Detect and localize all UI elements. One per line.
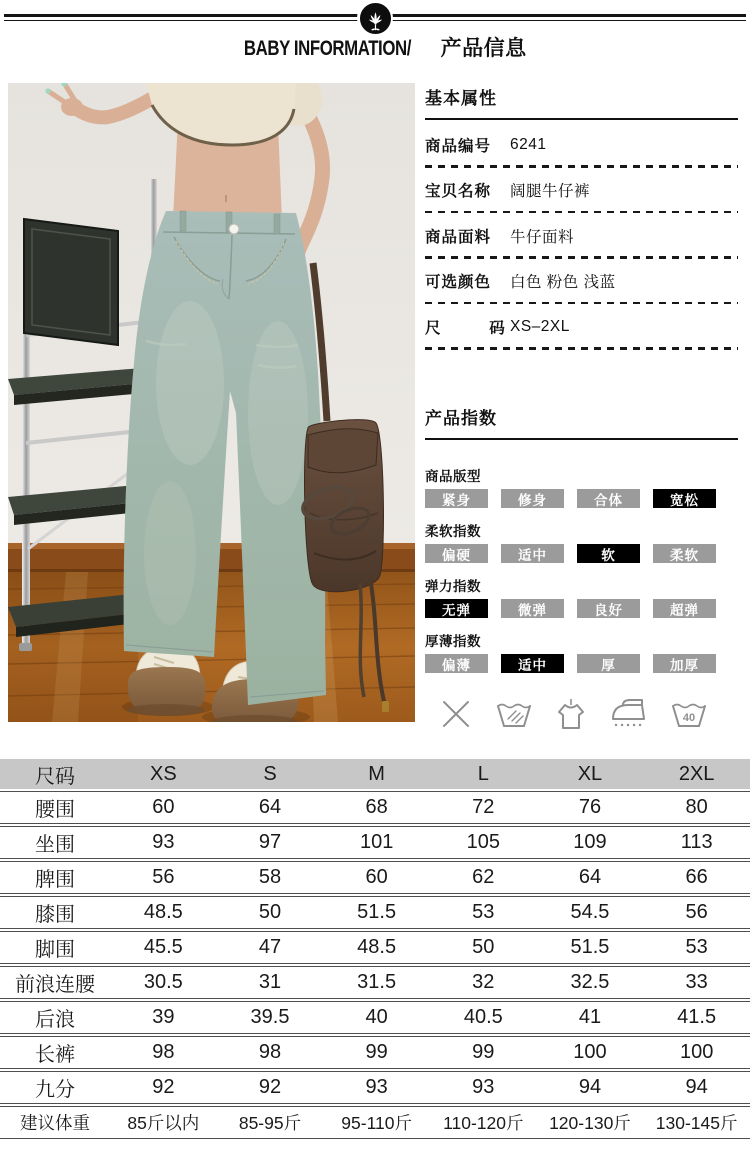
size-row-label: 九分 bbox=[0, 1071, 110, 1104]
size-cell: 94 bbox=[537, 1071, 644, 1104]
size-cell: 92 bbox=[110, 1071, 217, 1104]
wash-temp-label: 40 bbox=[682, 712, 696, 724]
attribute-label: 尺 码 bbox=[425, 319, 506, 337]
index-badges bbox=[425, 489, 738, 508]
size-col-header: S bbox=[217, 759, 324, 789]
index-group bbox=[425, 578, 738, 618]
attribute-value: 牛仔面料 bbox=[510, 228, 575, 246]
size-cell: 39 bbox=[110, 1001, 217, 1034]
size-cell: 105 bbox=[430, 826, 537, 859]
size-cell: 66 bbox=[643, 861, 750, 894]
size-cell: 64 bbox=[217, 791, 324, 824]
index-badge: 修身 bbox=[501, 489, 564, 508]
attribute-row-fabric bbox=[425, 213, 738, 259]
size-table-row bbox=[0, 1071, 750, 1104]
garment-icon bbox=[555, 697, 587, 731]
index-badge: 柔软 bbox=[653, 544, 716, 563]
size-cell: 72 bbox=[430, 791, 537, 824]
size-table-row bbox=[0, 1036, 750, 1069]
size-col-header: XS bbox=[110, 759, 217, 789]
index-group-label: 柔软指数 bbox=[425, 524, 481, 539]
index-badges bbox=[425, 654, 738, 673]
wash-40-icon bbox=[671, 697, 707, 731]
attribute-value: 阔腿牛仔裤 bbox=[510, 183, 591, 201]
attribute-label: 商品编号 bbox=[425, 137, 492, 155]
iron-icon bbox=[610, 697, 648, 731]
size-cell: 113 bbox=[643, 826, 750, 859]
size-cell: 64 bbox=[537, 861, 644, 894]
size-cell: 99 bbox=[323, 1036, 430, 1069]
index-badge: 偏硬 bbox=[425, 544, 488, 563]
leaf-medallion-icon bbox=[357, 0, 393, 36]
size-cell: 31.5 bbox=[323, 966, 430, 999]
attribute-label: 可选颜色 bbox=[425, 274, 492, 292]
size-cell: 68 bbox=[323, 791, 430, 824]
index-badge: 软 bbox=[577, 544, 640, 563]
size-col-header: XL bbox=[537, 759, 644, 789]
size-cell: 93 bbox=[323, 1071, 430, 1104]
size-cell: 41 bbox=[537, 1001, 644, 1034]
size-cell: 54.5 bbox=[537, 896, 644, 929]
size-cell: 32.5 bbox=[537, 966, 644, 999]
size-cell: 93 bbox=[110, 826, 217, 859]
product-index-title: 产品指数 bbox=[425, 404, 738, 440]
size-table-row bbox=[0, 896, 750, 929]
size-cell: 98 bbox=[110, 1036, 217, 1069]
size-cell: 76 bbox=[537, 791, 644, 824]
page-title bbox=[0, 32, 750, 62]
size-cell: 47 bbox=[217, 931, 324, 964]
size-cell: 58 bbox=[217, 861, 324, 894]
size-cell: 109 bbox=[537, 826, 644, 859]
size-row-label: 腰围 bbox=[0, 791, 110, 824]
attribute-row-colors bbox=[425, 259, 738, 305]
size-cell: 45.5 bbox=[110, 931, 217, 964]
size-table-row bbox=[0, 1001, 750, 1034]
size-row-label: 膝围 bbox=[0, 896, 110, 929]
care-icons-row bbox=[425, 697, 738, 731]
size-cell: 40.5 bbox=[430, 1001, 537, 1034]
size-cell: 51.5 bbox=[537, 931, 644, 964]
size-cell: 33 bbox=[643, 966, 750, 999]
attribute-label: 商品面料 bbox=[425, 228, 492, 246]
hand-wash-icon bbox=[496, 697, 532, 731]
index-group-label: 厚薄指数 bbox=[425, 634, 481, 649]
size-cell: 53 bbox=[643, 931, 750, 964]
size-table-row bbox=[0, 1106, 750, 1139]
size-cell: 32 bbox=[430, 966, 537, 999]
product-index-section bbox=[425, 404, 738, 731]
size-cell: 30.5 bbox=[110, 966, 217, 999]
size-cell: 60 bbox=[323, 861, 430, 894]
size-cell: 53 bbox=[430, 896, 537, 929]
index-badge: 适中 bbox=[501, 544, 564, 563]
size-cell: 120-130斤 bbox=[537, 1106, 644, 1139]
size-cell: 85-95斤 bbox=[217, 1106, 324, 1139]
size-table-row bbox=[0, 791, 750, 824]
size-cell: 48.5 bbox=[110, 896, 217, 929]
index-badge: 宽松 bbox=[653, 489, 716, 508]
index-badge: 超弹 bbox=[653, 599, 716, 618]
size-row-label: 前浪连腰 bbox=[0, 966, 110, 999]
size-col-header: M bbox=[323, 759, 430, 789]
size-cell: 62 bbox=[430, 861, 537, 894]
index-badge: 偏薄 bbox=[425, 654, 488, 673]
index-badge: 加厚 bbox=[653, 654, 716, 673]
size-cell: 85斤以内 bbox=[110, 1106, 217, 1139]
size-cell: 98 bbox=[217, 1036, 324, 1069]
index-badge: 合体 bbox=[577, 489, 640, 508]
size-cell: 41.5 bbox=[643, 1001, 750, 1034]
size-cell: 100 bbox=[643, 1036, 750, 1069]
index-group bbox=[425, 633, 738, 673]
index-badges bbox=[425, 599, 738, 618]
index-groups bbox=[425, 468, 738, 673]
index-badge: 紧身 bbox=[425, 489, 488, 508]
index-badge: 适中 bbox=[501, 654, 564, 673]
size-row-label: 建议体重 bbox=[0, 1106, 110, 1139]
size-cell: 50 bbox=[217, 896, 324, 929]
size-cell: 94 bbox=[643, 1071, 750, 1104]
attribute-row-size bbox=[425, 304, 738, 350]
size-table-row bbox=[0, 931, 750, 964]
attribute-rows bbox=[425, 122, 738, 350]
size-corner-header: 尺码 bbox=[0, 759, 110, 789]
attribute-row-item-name bbox=[425, 168, 738, 214]
size-cell: 92 bbox=[217, 1071, 324, 1104]
index-group bbox=[425, 523, 738, 563]
size-cell: 39.5 bbox=[217, 1001, 324, 1034]
size-cell: 51.5 bbox=[323, 896, 430, 929]
size-cell: 56 bbox=[110, 861, 217, 894]
size-row-label: 长裤 bbox=[0, 1036, 110, 1069]
size-row-label: 脾围 bbox=[0, 861, 110, 894]
size-cell: 130-145斤 bbox=[643, 1106, 750, 1139]
size-cell: 80 bbox=[643, 791, 750, 824]
size-cell: 110-120斤 bbox=[430, 1106, 537, 1139]
size-cell: 48.5 bbox=[323, 931, 430, 964]
attribute-value: 白色 粉色 浅蓝 bbox=[510, 274, 616, 292]
size-table-row bbox=[0, 966, 750, 999]
size-row-label: 后浪 bbox=[0, 1001, 110, 1034]
attribute-value: XS–2XL bbox=[510, 317, 570, 335]
basic-attributes-section bbox=[425, 84, 738, 350]
size-row-label: 坐围 bbox=[0, 826, 110, 859]
index-group bbox=[425, 468, 738, 508]
size-cell: 95-110斤 bbox=[323, 1106, 430, 1139]
size-table-row bbox=[0, 861, 750, 894]
size-cell: 101 bbox=[323, 826, 430, 859]
size-col-header: 2XL bbox=[643, 759, 750, 789]
attribute-value: 6241 bbox=[510, 135, 547, 153]
size-cell: 31 bbox=[217, 966, 324, 999]
size-cell: 56 bbox=[643, 896, 750, 929]
basic-attributes-title: 基本属性 bbox=[425, 84, 738, 120]
page-title-cn: 产品信息 bbox=[440, 37, 527, 60]
index-badge: 良好 bbox=[577, 599, 640, 618]
size-cell: 60 bbox=[110, 791, 217, 824]
index-group-label: 商品版型 bbox=[425, 469, 481, 484]
index-badges bbox=[425, 544, 738, 563]
no-bleach-icon bbox=[439, 697, 473, 731]
index-group-label: 弹力指数 bbox=[425, 579, 481, 594]
attribute-label: 宝贝名称 bbox=[425, 183, 492, 201]
size-table-row bbox=[0, 826, 750, 859]
index-badge: 微弹 bbox=[501, 599, 564, 618]
product-photo bbox=[8, 83, 415, 722]
size-cell: 40 bbox=[323, 1001, 430, 1034]
size-cell: 97 bbox=[217, 826, 324, 859]
size-cell: 99 bbox=[430, 1036, 537, 1069]
size-table-header-row bbox=[0, 759, 750, 789]
size-table bbox=[0, 757, 750, 1141]
index-badge: 厚 bbox=[577, 654, 640, 673]
size-row-label: 脚围 bbox=[0, 931, 110, 964]
size-col-header: L bbox=[430, 759, 537, 789]
page-title-en: BABY INFORMATION/ bbox=[244, 37, 412, 60]
index-badge: 无弹 bbox=[425, 599, 488, 618]
size-cell: 100 bbox=[537, 1036, 644, 1069]
attribute-row-item-number bbox=[425, 122, 738, 168]
size-cell: 50 bbox=[430, 931, 537, 964]
size-cell: 93 bbox=[430, 1071, 537, 1104]
